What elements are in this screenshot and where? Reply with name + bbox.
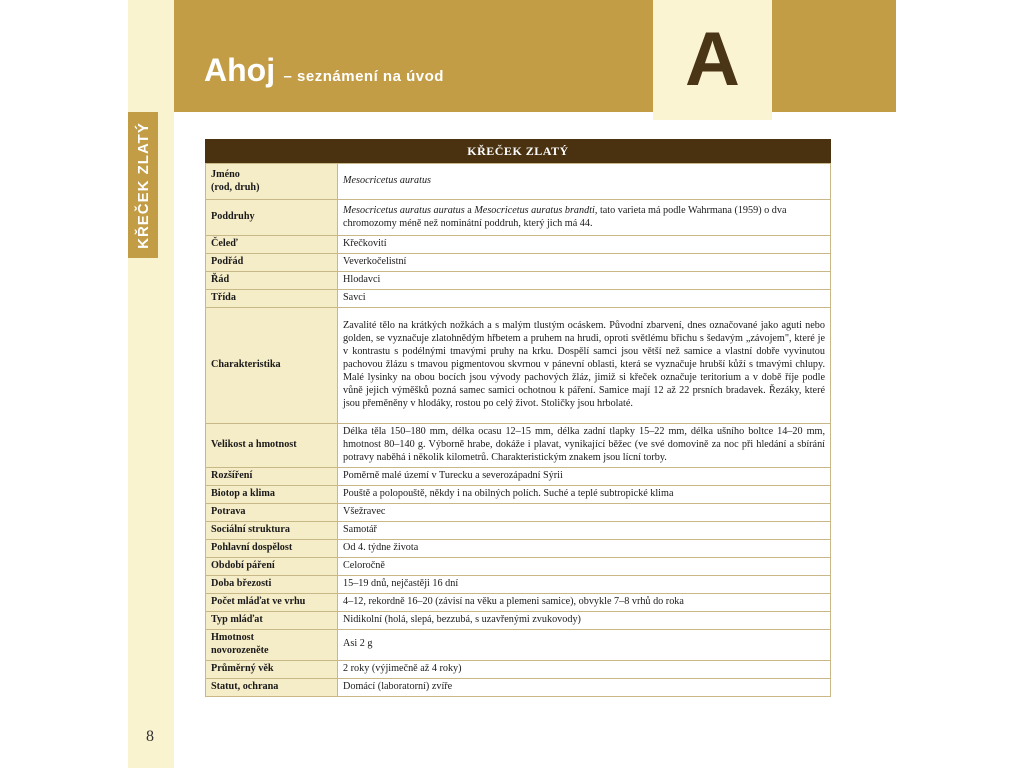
table-row (206, 612, 831, 630)
table-row (206, 576, 831, 594)
row-label: Charakteristika (206, 308, 338, 424)
row-value: Nidikolní (holá, slepá, bezzubá, s uzavřenými zvukovody) (338, 612, 831, 630)
table-row (206, 424, 831, 468)
table-title: KŘEČEK ZLATÝ (205, 139, 831, 163)
row-label: Řád (206, 272, 338, 290)
row-label: Rozšíření (206, 468, 338, 486)
row-label: Velikost a hmotnost (206, 424, 338, 468)
table-row (206, 468, 831, 486)
row-label: Doba březosti (206, 576, 338, 594)
row-value: Křečkovití (338, 236, 831, 254)
row-value: Asi 2 g (338, 630, 831, 661)
row-value-text: , tato varieta má podle Wahrmana (1959) o dva chromozomy méně než nominátní poddruh, který jich má 44. (343, 204, 787, 229)
table-row (206, 504, 831, 522)
row-value: 15–19 dnů, nejčastěji 16 dní (338, 576, 831, 594)
row-value: Od 4. týdne života (338, 540, 831, 558)
row-label-line: novorozeněte (211, 644, 269, 656)
row-value (338, 200, 831, 236)
row-value (338, 164, 831, 200)
row-label: Počet mláďat ve vrhu (206, 594, 338, 612)
chapter-letter: A (685, 17, 740, 102)
table-row (206, 540, 831, 558)
table-row (206, 660, 831, 678)
row-value-italic: Mesocricetus auratus (343, 175, 431, 187)
info-table (205, 163, 831, 697)
row-label: Podřád (206, 254, 338, 272)
table-row (206, 254, 831, 272)
row-value: Veverkočelistní (338, 254, 831, 272)
row-label-line: Hmotnost (211, 632, 255, 643)
page-title (204, 52, 444, 89)
table-row (206, 630, 831, 661)
table-row (206, 678, 831, 696)
row-label-line: Jméno (211, 168, 240, 180)
row-label: Potrava (206, 504, 338, 522)
row-value: Samotář (338, 522, 831, 540)
row-label-line: (rod, druh) (211, 181, 260, 193)
table-row (206, 486, 831, 504)
row-label: Biotop a klima (206, 486, 338, 504)
book-page (128, 0, 896, 768)
row-value: Celoročně (338, 558, 831, 576)
row-label: Pohlavní dospělost (206, 540, 338, 558)
row-value: Hlodavci (338, 272, 831, 290)
side-tab (128, 112, 158, 258)
side-tab-label: KŘEČEK ZLATÝ (134, 121, 152, 249)
row-label: Poddruhy (206, 200, 338, 236)
page-title-main: Ahoj (204, 52, 276, 88)
row-label (206, 630, 338, 661)
chapter-letter-box (653, 0, 772, 120)
row-value: Savci (338, 290, 831, 308)
table-row (206, 308, 831, 424)
row-label: Třída (206, 290, 338, 308)
row-value-italic: Mesocricetus auratus brandti (474, 204, 595, 216)
row-value: Všežravec (338, 504, 831, 522)
row-value: 2 roky (výjimečně až 4 roky) (338, 660, 831, 678)
table-row (206, 164, 831, 200)
row-value: Pouště a polopouště, někdy i na obilných polích. Suché a teplé subtropické klima (338, 486, 831, 504)
row-label (206, 164, 338, 200)
row-label: Sociální struktura (206, 522, 338, 540)
table-row (206, 594, 831, 612)
info-table-wrapper (205, 139, 831, 697)
row-value: Domácí (laboratorní) zvíře (338, 678, 831, 696)
left-margin-strip (128, 0, 174, 768)
table-row (206, 290, 831, 308)
table-row (206, 272, 831, 290)
row-value: Zavalité tělo na krátkých nožkách a s malým tlustým ocáskem. Původní zbarvení, dnes označované jako aguti nebo golden, se vyznačuje zlatohnědým hřbetem a pruhem na hrudi, oproti světlému břichu s šedavým „závojem", které je v kontrastu s podélnými tmavými pruhy na krku. Dospělí samci jsou větší než samice a vlastní dobře vyvinutou pachovou žlázu s tmavou pigmentovou skvrnou v pánevní oblasti, která se vyznačuje hrubší kůží s tmavými chlupy. Malé lysinky na obou bocích jsou vývody pachových žláz, jimiž si křeček označuje teritorium a v době říje podle vůně jejich výměšků pozná samec samici ochotnou k páření. Samice mají 12 až 22 prsních bradavek. Řezáky, které jsou přeměněny v hlodáky, rostou po celý život. Stoličky jsou hrbolaté. (338, 308, 831, 424)
row-value: 4–12, rekordně 16–20 (závisí na věku a plemeni samice), obvykle 7–8 vrhů do roka (338, 594, 831, 612)
table-row (206, 558, 831, 576)
page-title-sub: – seznámení na úvod (283, 68, 444, 85)
row-label: Období páření (206, 558, 338, 576)
row-value: Poměrně malé území v Turecku a severozápadní Sýrii (338, 468, 831, 486)
row-value-text: a (464, 204, 475, 216)
row-label: Průměrný věk (206, 660, 338, 678)
table-row (206, 236, 831, 254)
row-value-italic: Mesocricetus auratus auratus (343, 204, 465, 216)
row-label: Statut, ochrana (206, 678, 338, 696)
page-number: 8 (146, 728, 154, 745)
table-row (206, 200, 831, 236)
row-label: Čeleď (206, 236, 338, 254)
row-value: Délka těla 150–180 mm, délka ocasu 12–15 mm, délka zadní tlapky 15–22 mm, délka ušního boltce 14–20 mm, hmotnost 80–140 g. Výborně hrabe, dokáže i plavat, vynikající běžec (ve své domovině za noc při hledání a sbírání potravy naběhá i několik kilometrů. Charakteristickým znakem jsou lícní torby. (338, 424, 831, 468)
row-label: Typ mláďat (206, 612, 338, 630)
table-row (206, 522, 831, 540)
